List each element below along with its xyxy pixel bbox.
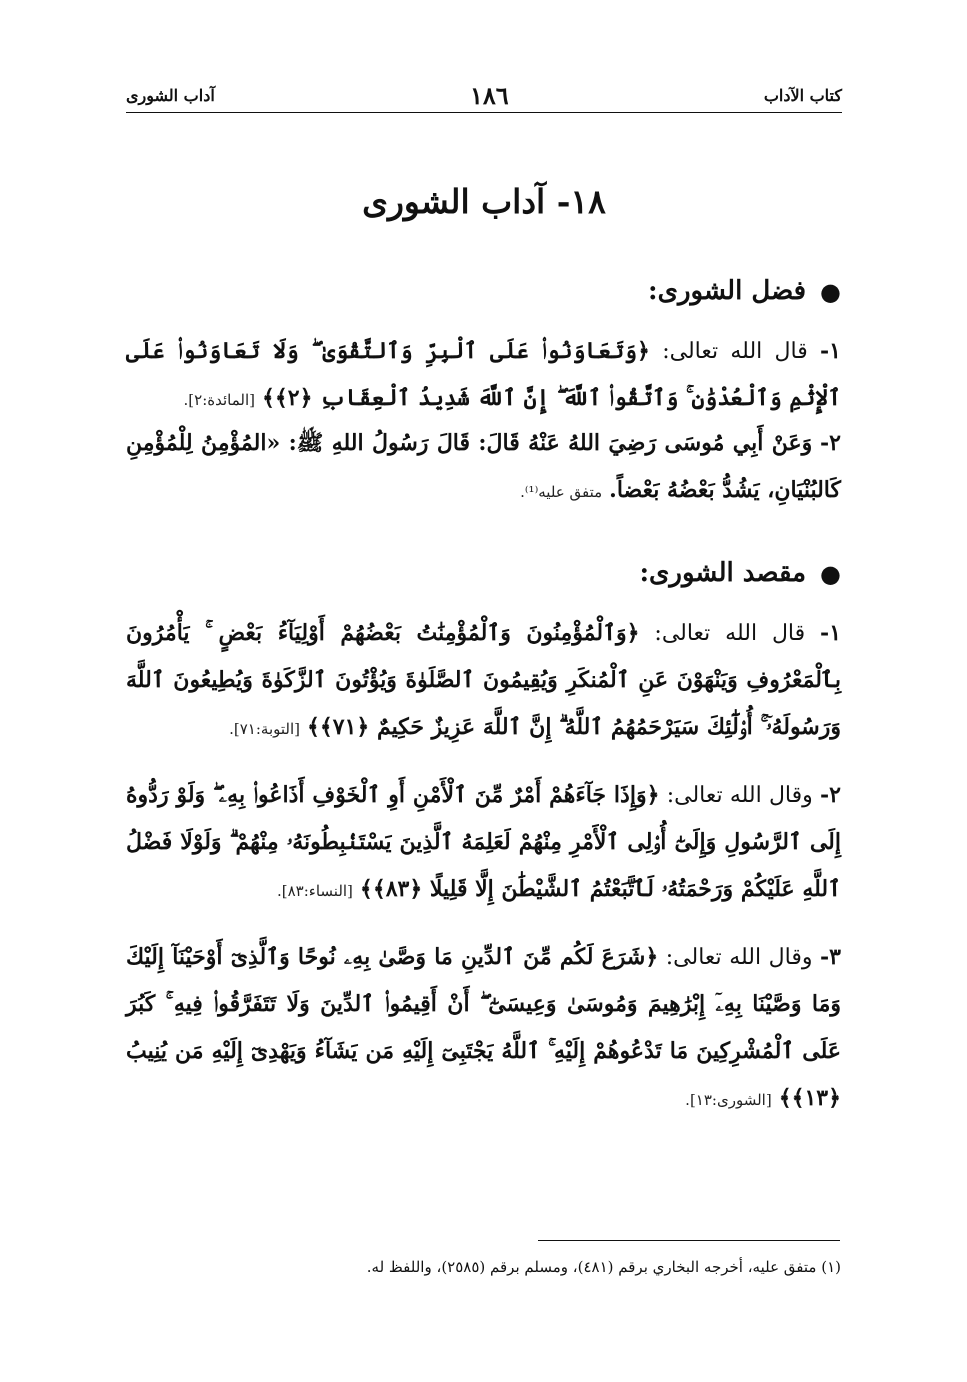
verse-citation: [النساء:٨٣].	[276, 882, 353, 900]
verse-citation: [التوبة:٧١].	[229, 720, 300, 738]
list-item	[126, 610, 841, 752]
quran-verse: ﴿وَٱلْمُؤْمِنُونَ وَٱلْمُؤْمِنَٰتُ بَعْضُهُمْ أَوْلِيَآءُ بَعْضٍ ۚ يَأْمُرُونَ بِٱلْمَعْرُوفِ وَيَنْهَوْنَ عَنِ ٱلْمُنكَرِ وَيُقِيمُونَ ٱلصَّلَوٰةَ وَيُؤْتُونَ ٱلزَّكَوٰةَ وَيُطِيعُونَ ٱللَّهَ وَرَسُولَهُۥٓ ۚ أُو۟لَٰٓئِكَ سَيَرْحَمُهُمُ ٱللَّهُ ۗ إِنَّ ٱللَّهَ عَزِيزٌ حَكِيمٌ ﴿٧١﴾﴾	[126, 620, 841, 740]
section-heading-label: فضل الشورى:	[648, 276, 807, 306]
hadith-citation: متفق عليه⁽¹⁾.	[520, 483, 603, 501]
item-intro: وقال الله تعالى:	[665, 945, 813, 970]
item-number: ٣-	[820, 944, 841, 970]
bullet-icon: ●	[820, 276, 841, 306]
list-item	[126, 934, 841, 1123]
running-header	[126, 78, 842, 113]
page-number: ١٨٦	[469, 80, 509, 110]
verse-citation: [الشورى:١٣].	[685, 1091, 772, 1109]
section-heading-purpose	[639, 558, 841, 588]
footnote-divider	[538, 1240, 840, 1241]
section-heading-label: مقصد الشورى:	[639, 558, 807, 588]
list-item	[126, 328, 841, 423]
item-number: ٢-	[820, 430, 841, 456]
quran-verse: ﴿شَرَعَ لَكُم مِّنَ ٱلدِّينِ مَا وَصَّىٰ بِهِۦ نُوحًا وَٱلَّذِىٓ أَوْحَيْنَآ إِلَيْكَ وَمَا وَصَّيْنَا بِهِۦٓ إِبْرَٰهِيمَ وَمُوسَىٰ وَعِيسَىٰٓ ۖ أَنْ أَقِيمُوا۟ ٱلدِّينَ وَلَا تَتَفَرَّقُوا۟ فِيهِ ۚ كَبُرَ عَلَى ٱلْمُشْرِكِينَ مَا تَدْعُوهُمْ إِلَيْهِ ۚ ٱللَّهُ يَجْتَبِىٓ إِلَيْهِ مَن يَشَآءُ وَيَهْدِىٓ إِلَيْهِ مَن يُنِيبُ ﴿١٣﴾﴾	[126, 944, 841, 1111]
item-intro: قال الله تعالى:	[662, 339, 808, 364]
item-number: ١-	[820, 620, 842, 646]
hadith-text: وَعَنْ أَبِي مُوسَى رَضِيَ اللهُ عَنْهُ قَالَ: قَالَ رَسُولُ اللهِ ﷺ: «المُؤْمِنُ لِلْمُؤْمِنِ كَالبُنْيَانِ، يَشُدُّ بَعْضُهُ بَعْضاً.	[126, 430, 841, 503]
chapter-title: ١٨- آداب الشورى	[362, 182, 606, 221]
bullet-icon: ●	[820, 558, 841, 588]
footnote: (١) متفق عليه، أخرجه البخاري برقم (٤٨١)، ومسلم برقم (٢٥٨٥)، واللفظ له.	[366, 1258, 841, 1276]
item-intro: وقال الله تعالى:	[666, 783, 813, 808]
header-chapter-title: آداب الشورى	[126, 85, 215, 105]
section-heading-virtue	[648, 276, 841, 306]
quran-verse: ﴿وَإِذَا جَآءَهُمْ أَمْرٌ مِّنَ ٱلْأَمْنِ أَوِ ٱلْخَوْفِ أَذَاعُوا۟ بِهِۦ ۖ وَلَوْ رَدُّوهُ إِلَى ٱلرَّسُولِ وَإِلَىٰٓ أُو۟لِى ٱلْأَمْرِ مِنْهُمْ لَعَلِمَهُ ٱلَّذِينَ يَسْتَنۢبِطُونَهُۥ مِنْهُمْ ۗ وَلَوْلَا فَضْلُ ٱللَّهِ عَلَيْكُمْ وَرَحْمَتُهُۥ لَٱتَّبَعْتُمُ ٱلشَّيْطَٰنَ إِلَّا قَلِيلًا ﴿٨٣﴾﴾	[126, 782, 841, 902]
item-number: ٢-	[820, 782, 841, 808]
item-intro: قال الله تعالى:	[654, 621, 806, 646]
list-item	[126, 420, 841, 515]
verse-citation: [المائدة:٢].	[183, 391, 256, 409]
header-book-title: كتاب الآداب	[763, 85, 842, 105]
list-item	[126, 772, 841, 914]
quran-verse: ﴿وَتَعَاوَنُوا۟ عَلَى ٱلْبِرِّ وَٱلتَّقْوَىٰ ۖ وَلَا تَعَاوَنُوا۟ عَلَى ٱلْإِثْمِ وَٱلْعُدْوَٰنِ ۚ وَٱتَّقُوا۟ ٱللَّهَ ۖ إِنَّ ٱللَّهَ شَدِيدُ ٱلْعِقَابِ ﴿٢﴾﴾	[126, 338, 841, 411]
item-number: ١-	[820, 338, 841, 364]
